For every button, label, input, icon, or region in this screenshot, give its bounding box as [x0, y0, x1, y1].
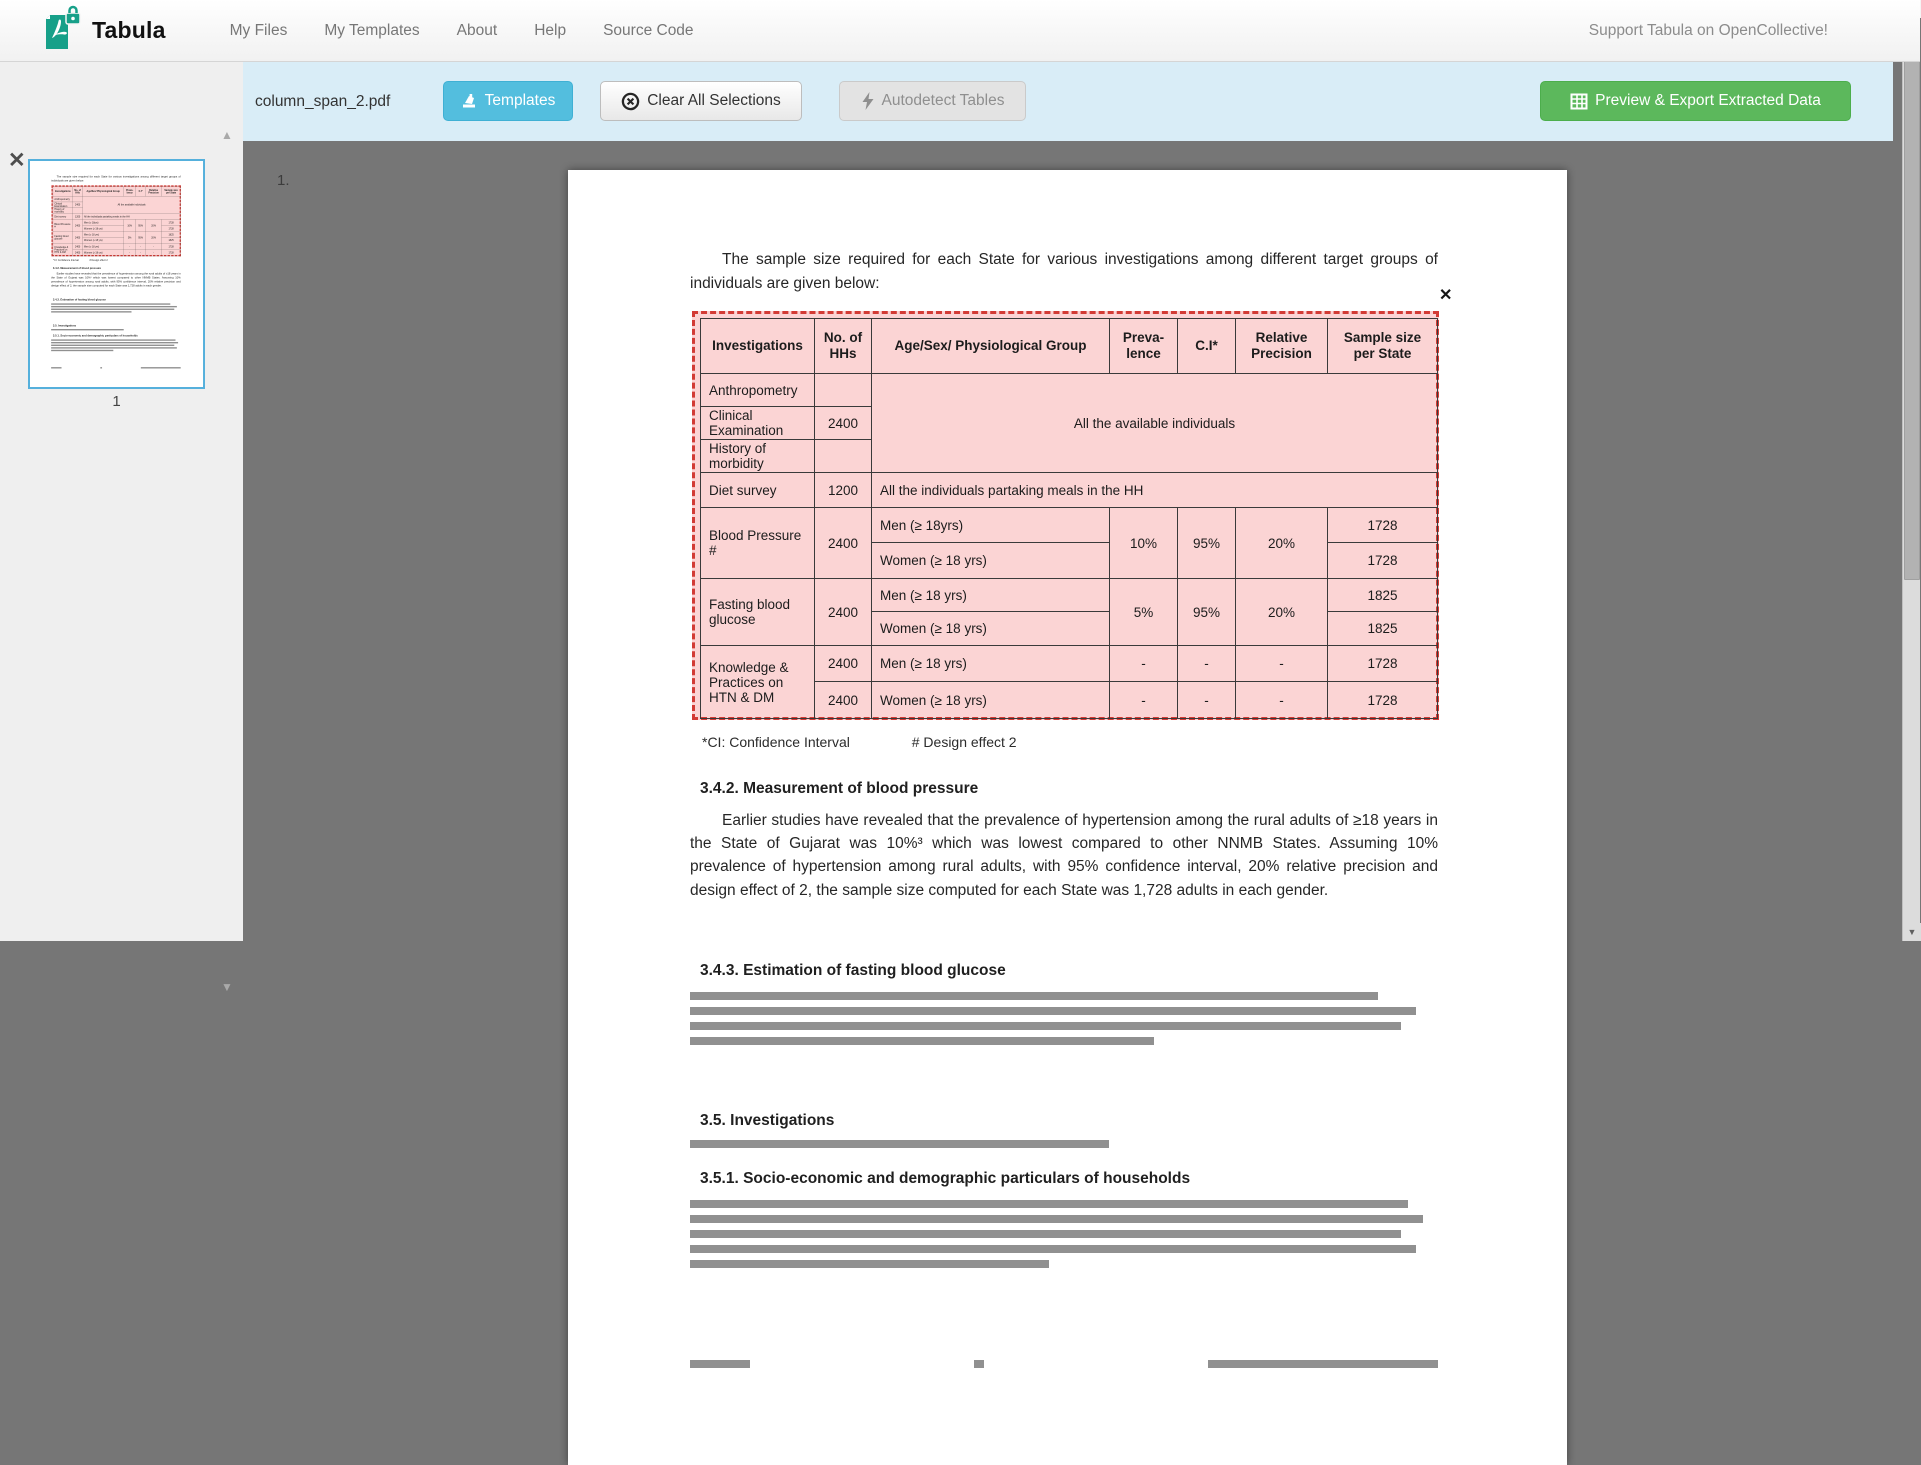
table-row: History of morbidity [701, 440, 1438, 473]
section-heading-343: 3.4.3. Estimation of fasting blood glucose [700, 962, 1006, 979]
table-footnotes [53, 259, 118, 262]
paragraph-placeholder [51, 303, 181, 313]
section-heading-35: 3.5. Investigations [700, 1112, 835, 1129]
main-area [243, 62, 1902, 1187]
pdf-viewer [243, 141, 1902, 1187]
paragraph-placeholder [51, 339, 181, 352]
sidebar-scroll-down-icon[interactable]: ▼ [221, 980, 233, 994]
intro-paragraph: The sample size required for each State for various investigations among different target groups of individuals are given below: [51, 175, 181, 183]
table-footnotes [702, 734, 1075, 750]
intro-paragraph: The sample size required for each State for various investigations among different target groups of individuals are given below: [690, 251, 1438, 292]
table-row: 2400 Women (≥ 18 yrs) - - - 1728 [53, 250, 181, 256]
table-row: History of morbidity [53, 208, 181, 214]
table-row: Women (≥ 18 yrs) 1825 [701, 612, 1438, 646]
nav-menu [230, 22, 731, 40]
table-row: Women (≥ 18 yrs) 1825 [53, 237, 181, 243]
table-header-row: Investigations No. of HHs Age/Sex/ Physiological Group Preva- lence C.I* Relative Precision Sample size per State [53, 187, 181, 197]
brand[interactable] [44, 6, 166, 55]
table-row: Blood Pressure # 2400 Men (≥ 18yrs) 10% 95% 20% 1728 [701, 508, 1438, 543]
nav-item-my-templates[interactable]: My Templates [324, 21, 420, 39]
templates-button[interactable]: Templates [443, 81, 573, 121]
paragraph-placeholder [690, 1200, 1438, 1275]
table-row: Women (≥ 18 yrs) 1728 [701, 543, 1438, 579]
table-row: Diet survey 1200 All the individuals partaking meals in the HH [701, 473, 1438, 508]
support-link[interactable]: Support Tabula on OpenCollective! [1588, 21, 1828, 39]
thumbnail-page-preview [30, 161, 203, 385]
table-row: 2400 Women (≥ 18 yrs) - - - 1728 [701, 682, 1438, 719]
footnote-design-effect: # Design effect 2 [89, 258, 108, 262]
thumbnail-sidebar [0, 62, 243, 994]
paragraph-placeholder [690, 992, 1438, 1052]
toolbar [243, 62, 1893, 141]
document-filename: column_span_2.pdf [255, 92, 391, 110]
table-header-row: Investigations No. of HHs Age/Sex/ Physiological Group Preva- lence C.I* Relative Precision Sample size per State [701, 319, 1438, 374]
nav-item-source-code[interactable]: Source Code [603, 21, 694, 39]
table-row: Fasting blood glucose 2400 Men (≥ 18 yrs) 5% 95% 20% 1825 [53, 232, 181, 238]
paragraph-placeholder [51, 329, 181, 332]
table-row: Clinical Examination 2400 [53, 202, 181, 208]
pdf-page[interactable] [568, 170, 1567, 1465]
nav-item-about[interactable]: About [456, 21, 498, 39]
clear-all-selections-button[interactable]: Clear All Selections [600, 81, 802, 121]
clear-circle-x-icon [621, 92, 640, 111]
table-row: Anthropometry All the available individuals [53, 196, 181, 202]
section-paragraph-342: Earlier studies have revealed that the prevalence of hypertension among the rural adults of ≥18 years in the State of Gujarat was 10%³ which was lowest compared to other NNMB States. Assuming 10% prevalence of hypertension among rural adults, with 95% confidence interval, 20% relative precision and design effect of 2, the sample size computed for each State was 1,728 adults in each gender. [690, 812, 1438, 899]
preview-export-button[interactable]: Preview & Export Extracted Data [1540, 81, 1851, 121]
section-heading-342: 3.4.2. Measurement of blood pressure [700, 780, 979, 797]
templates-icon [461, 93, 478, 110]
table-row: Fasting blood glucose 2400 Men (≥ 18 yrs) 5% 95% 20% 1825 [701, 579, 1438, 612]
section-paragraph-342: Earlier studies have revealed that the prevalence of hypertension among the rural adults of ≥18 years in the State of Gujarat was 10%³ which was lowest compared to other NNMB States. Assuming 10% prevalence of hypertension among rural adults, with 95% confidence interval, 20% relative precision and design effect of 2, the sample size computed for each State was 1,728 adults in each gender. [51, 272, 181, 288]
window-scrollbar[interactable] [1902, 0, 1920, 941]
nav-item-my-files[interactable]: My Files [229, 21, 288, 39]
footnote-ci: *CI: Confidence Interval [702, 734, 850, 750]
scrollbar-down-icon[interactable]: ▼ [1903, 923, 1921, 941]
page-thumbnail[interactable] [28, 159, 205, 389]
table-row: Diet survey 1200 All the individuals partaking meals in the HH [53, 213, 181, 219]
thumbnail-page-number: 1 [112, 393, 121, 410]
sample-size-table [53, 187, 181, 256]
autodetect-tables-button: Autodetect Tables [839, 81, 1026, 121]
table-row: Knowledge & Practices on HTN & DM 2400 Men (≥ 18 yrs) - - - 1728 [701, 646, 1438, 682]
tabula-logo-icon [44, 6, 82, 55]
lightning-bolt-icon [861, 92, 875, 110]
selection-close-icon[interactable]: ✕ [1439, 287, 1453, 304]
page-footer-placeholder [51, 367, 181, 370]
section-heading-35: 3.5. Investigations [52, 324, 77, 328]
spreadsheet-icon [1570, 93, 1588, 110]
section-heading-343: 3.4.3. Estimation of fasting blood glucose [52, 298, 106, 302]
navbar [0, 0, 1920, 62]
nav-item-help[interactable]: Help [534, 21, 567, 39]
footnote-ci: *CI: Confidence Interval [53, 258, 79, 262]
paragraph-placeholder [690, 1140, 1438, 1155]
page-marker: 1. [277, 172, 290, 189]
page-footer-placeholder [690, 1360, 1438, 1375]
footnote-design-effect: # Design effect 2 [911, 734, 1017, 750]
sidebar-scroll-up-icon[interactable]: ▲ [221, 128, 233, 142]
scrollbar-thumb[interactable] [1904, 20, 1920, 580]
remove-file-icon[interactable]: ✕ [8, 149, 26, 172]
table-row: Clinical Examination 2400 [701, 407, 1438, 440]
table-row: Blood Pressure # 2400 Men (≥ 18yrs) 10% 95% 20% 1728 [53, 219, 181, 225]
section-heading-342: 3.4.2. Measurement of blood pressure [52, 266, 102, 270]
section-heading-351: 3.5.1. Socio-economic and demographic particulars of households [700, 1170, 1191, 1187]
sample-size-table [700, 318, 1438, 719]
brand-name: Tabula [92, 17, 166, 43]
table-row: Anthropometry All the available individuals [701, 374, 1438, 407]
section-heading-351: 3.5.1. Socio-economic and demographic particulars of households [52, 334, 138, 338]
table-row: Women (≥ 18 yrs) 1728 [53, 226, 181, 232]
table-row: Knowledge & Practices on HTN & DM 2400 Men (≥ 18 yrs) - - - 1728 [53, 243, 181, 249]
